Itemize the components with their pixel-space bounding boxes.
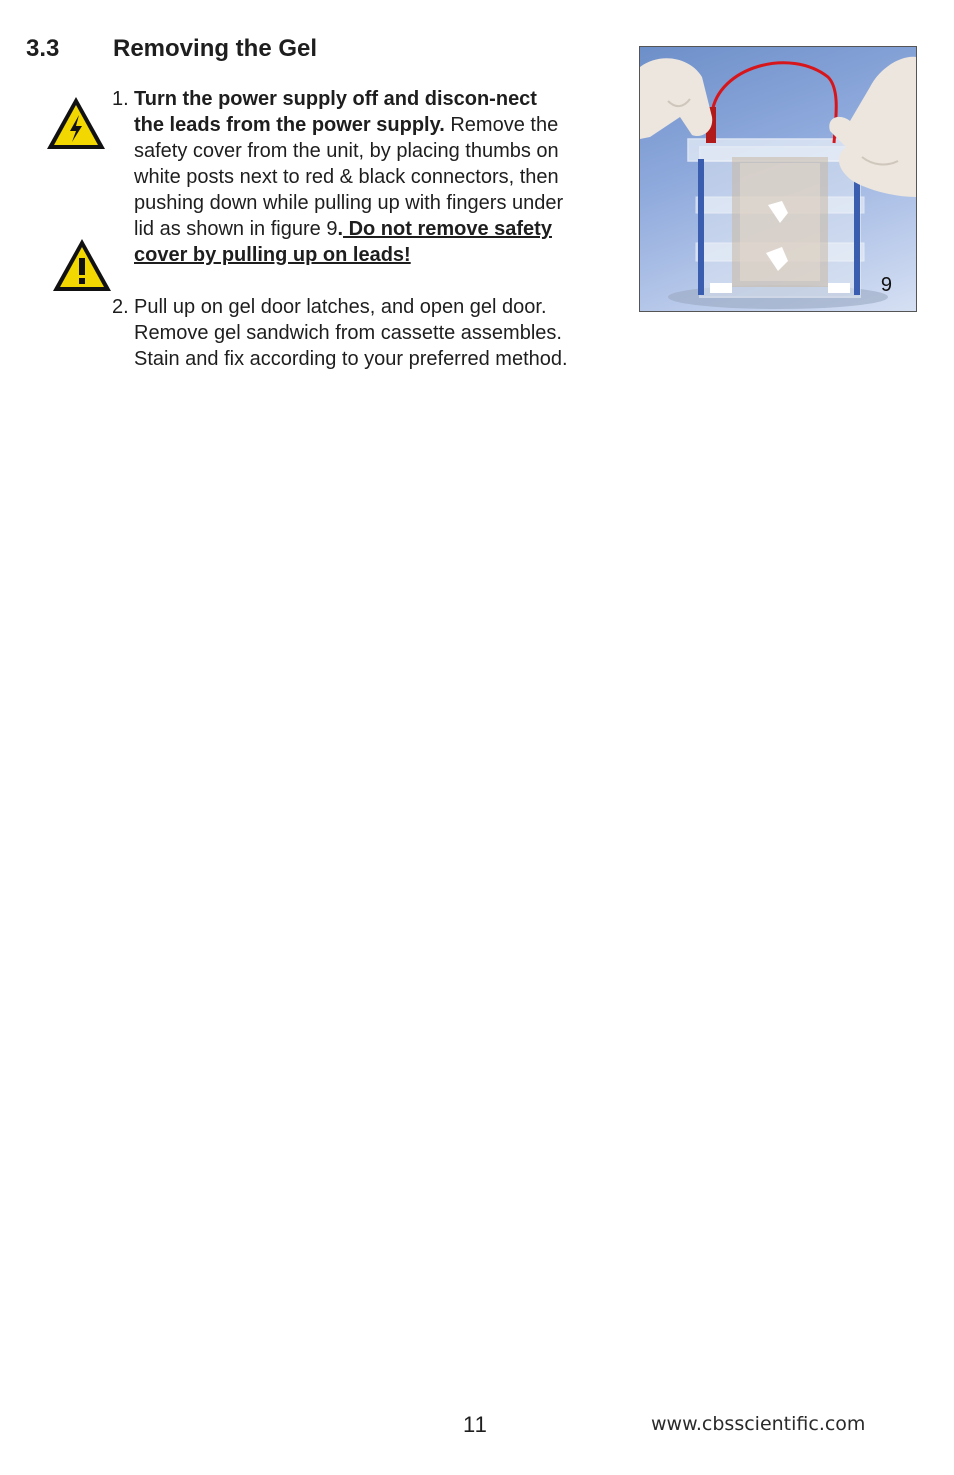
step-body (134, 86, 572, 268)
electrical-hazard-warning-icon (44, 94, 108, 152)
section-title: Removing the Gel (113, 35, 318, 62)
step-text: Remove the safety cover from the unit, by placing thumbs on white posts next to red & black connectors, then pushing down while pulling up with fingers under lid as shown in figure 9 (134, 114, 564, 240)
step-2 (112, 294, 572, 372)
instruction-steps (112, 86, 572, 372)
step-text: Pull up on gel door latches, and open gel door. Remove gel sandwich from cassette assembles. Stain and fix according to your preferred method. (134, 296, 568, 370)
safety-warning-text: Do not remove safety cover by pulling up on leads! (134, 218, 552, 266)
section-number: 3.3 (26, 35, 60, 62)
page-number: 11 (463, 1412, 488, 1437)
step-bold-intro: Turn the power supply off and discon-nect the leads from the power supply. (134, 88, 537, 136)
gel-unit-photo-illustration (640, 47, 916, 311)
step-bold-period: . (337, 218, 344, 240)
step-number: 2. (112, 296, 129, 318)
general-caution-warning-icon (50, 236, 114, 294)
website-url: www.cbsscientific.com (651, 1413, 866, 1435)
figure-number-label: 9 (880, 274, 892, 296)
step-number: 1. (112, 88, 129, 110)
section-heading (26, 34, 317, 64)
step-1 (112, 86, 572, 268)
figure-photo (639, 46, 917, 312)
